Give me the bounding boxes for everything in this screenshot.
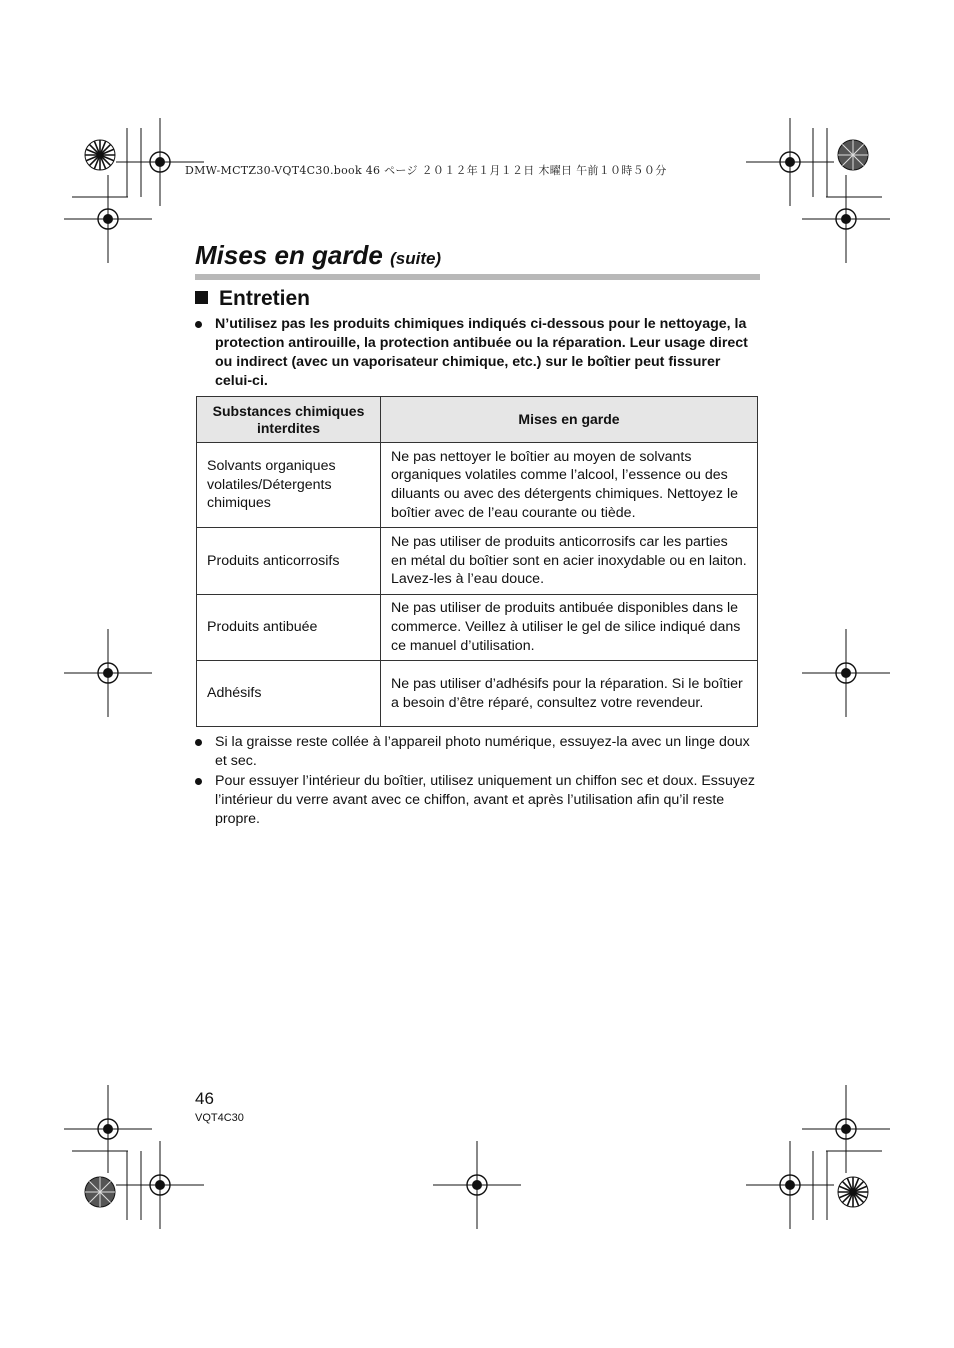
intro-bullet-text: N’utilisez pas les produits chimiques indiqués ci-dessous pour le nettoyage, la protection antirouille, la protection antibuée ou la réparation. Leur usage direct ou indirect (avec un vaporisateur chimique, etc.) sur le boîtier peut fissurer celui-ci.	[215, 316, 748, 389]
warning-cell: Ne pas utiliser de produits antibuée disponibles dans le commerce. Veillez à utiliser le gel de silice indiqué dans ce manuel d’utilisation.	[381, 595, 758, 661]
footer-bullet-grease	[195, 733, 755, 771]
substance-cell: Solvants organiques volatiles/Détergents chimiques	[197, 443, 381, 528]
page-number: 46	[195, 1089, 214, 1108]
substance-cell: Produits anticorrosifs	[197, 528, 381, 595]
table-row	[197, 595, 758, 661]
title-rule	[195, 274, 760, 280]
warning-cell: Ne pas nettoyer le boîtier au moyen de solvants organiques volatiles comme l’alcool, l’essence ou des diluants ou avec des détergents chimiques. Nettoyez le boîtier avec de l’eau courante ou tiède.	[381, 443, 758, 528]
intro-bullet	[195, 315, 755, 391]
substance-cell: Adhésifs	[197, 661, 381, 727]
page-title-main: Mises en garde	[195, 240, 383, 270]
column-header-warnings: Mises en garde	[381, 397, 758, 443]
footer-bullet-interior	[195, 772, 755, 829]
page-title	[195, 240, 441, 271]
substance-cell: Produits antibuée	[197, 595, 381, 661]
table-row	[197, 661, 758, 727]
warning-cell: Ne pas utiliser d’adhésifs pour la réparation. Si le boîtier a besoin d’être réparé, consultez votre revendeur.	[381, 661, 758, 727]
table-header-row	[197, 397, 758, 443]
page-title-suffix: (suite)	[390, 249, 442, 268]
footer-bullet-text: Si la graisse reste collée à l’appareil photo numérique, essuyez-la avec un linge doux et sec.	[215, 734, 750, 769]
section-heading	[195, 287, 310, 311]
document-code: VQT4C30	[195, 1112, 244, 1124]
bullet-dot-icon	[195, 321, 202, 328]
chemicals-table	[196, 396, 758, 727]
print-header: DMW-MCTZ30-VQT4C30.book 46 ページ ２０１２年１月１２日 木曜日 午前１０時５０分	[185, 164, 667, 177]
square-bullet-icon	[195, 291, 208, 304]
table-row	[197, 443, 758, 528]
warning-cell: Ne pas utiliser de produits anticorrosifs car les parties en métal du boîtier sont en acier inoxydable ou en laiton. Lavez-les à l’eau douce.	[381, 528, 758, 595]
bullet-dot-icon	[195, 778, 202, 785]
footer-bullet-text: Pour essuyer l’intérieur du boîtier, utilisez uniquement un chiffon sec et doux. Essuyez l’intérieur du verre avant avec ce chiffon, avant et après l’utilisation afin qu’il reste propre.	[215, 773, 755, 827]
column-header-substances: Substances chimiques interdites	[197, 397, 381, 443]
table-row	[197, 528, 758, 595]
section-heading-text: Entretien	[219, 287, 311, 310]
bullet-dot-icon	[195, 739, 202, 746]
